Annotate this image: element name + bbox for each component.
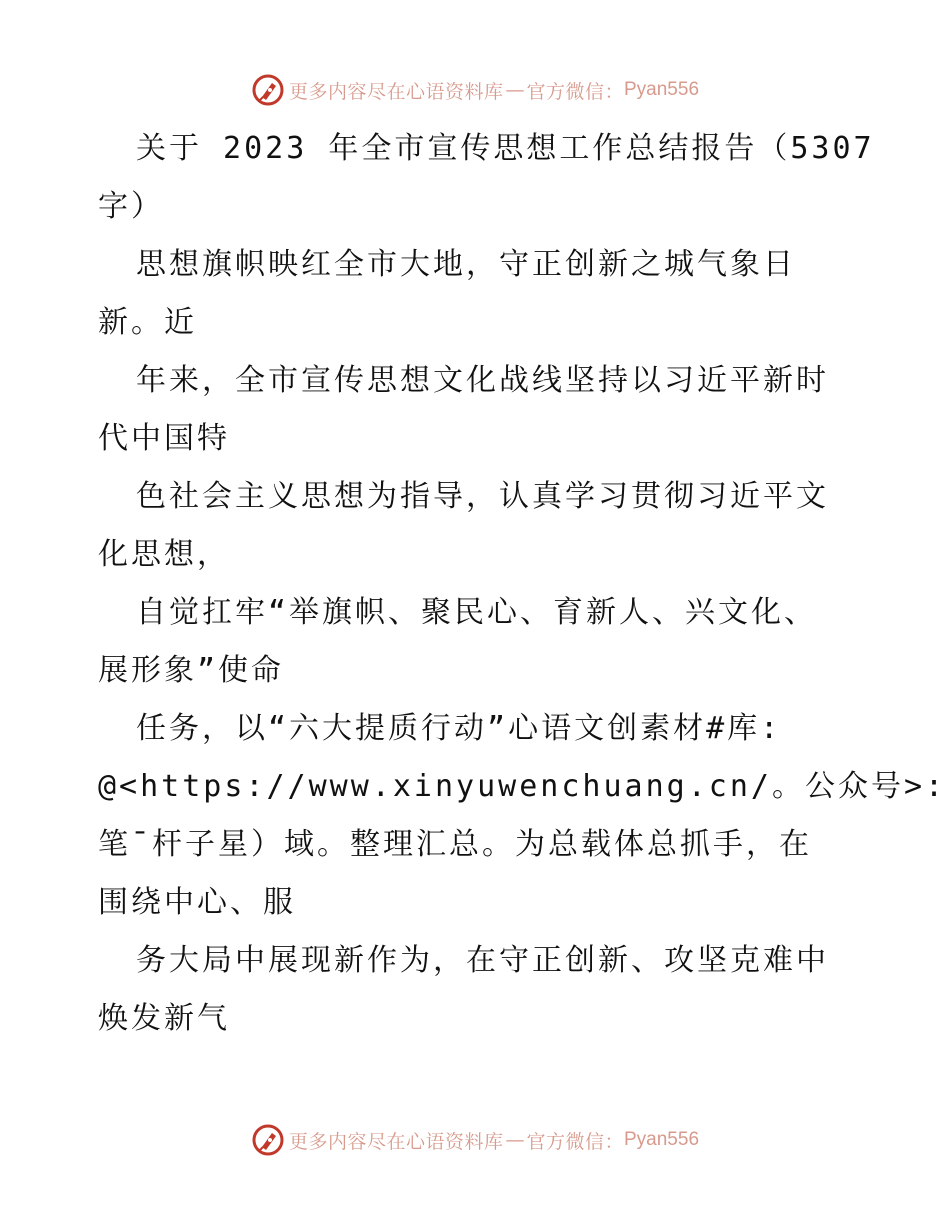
document-body [98, 120, 947, 1048]
pen-nib-circle-logo-icon [251, 1123, 285, 1157]
header-banner [0, 70, 950, 110]
banner-separator: — [505, 1129, 525, 1151]
paragraph-line: 化思想， [98, 537, 230, 572]
paragraph-line: 色社会主义思想为指导，认真学习贯彻习近平文 [136, 479, 829, 514]
banner-contact-label: 官方微信： [526, 1130, 624, 1153]
title-line-cont: 字） [98, 189, 164, 224]
paragraph-line: @<https://www.xinyuwenchuang.cn/。公众号>: [98, 769, 947, 804]
paragraph-line: 展形象”使命 [98, 653, 285, 688]
paragraph-line: 务大局中展现新作为，在守正创新、攻坚克难中 [136, 943, 829, 978]
title-line: 关于 2023 年全市宣传思想工作总结报告（5307 [136, 131, 875, 166]
pen-nib-circle-logo-icon [251, 73, 285, 107]
banner-contact-handle: Pyan556 [624, 1129, 700, 1150]
paragraph-line: 笔¯杆子星）域。整理汇总。为总载体总抓手，在 [98, 827, 813, 862]
banner-text: 更多内容尽在心语资料库 [288, 1130, 504, 1153]
paragraph-line: 任务，以“六大提质行动”心语文创素材#库: [136, 711, 782, 746]
paragraph-line: 围绕中心、服 [98, 885, 296, 920]
paragraph-line: 焕发新气 [98, 1001, 230, 1036]
banner-contact-label: 官方微信： [526, 80, 624, 103]
paragraph-line: 思想旗帜映红全市大地，守正创新之城气象日 [136, 247, 796, 282]
paragraph-line: 代中国特 [98, 421, 230, 456]
banner-contact-handle: Pyan556 [624, 79, 700, 100]
banner-text: 更多内容尽在心语资料库 [288, 80, 504, 103]
paragraph-line: 自觉扛牢“举旗帜、聚民心、育新人、兴文化、 [136, 595, 818, 630]
footer-banner [0, 1120, 950, 1160]
banner-separator: — [505, 79, 525, 101]
paragraph-line: 年来，全市宣传思想文化战线坚持以习近平新时 [136, 363, 829, 398]
paragraph-line: 新。近 [98, 305, 197, 340]
